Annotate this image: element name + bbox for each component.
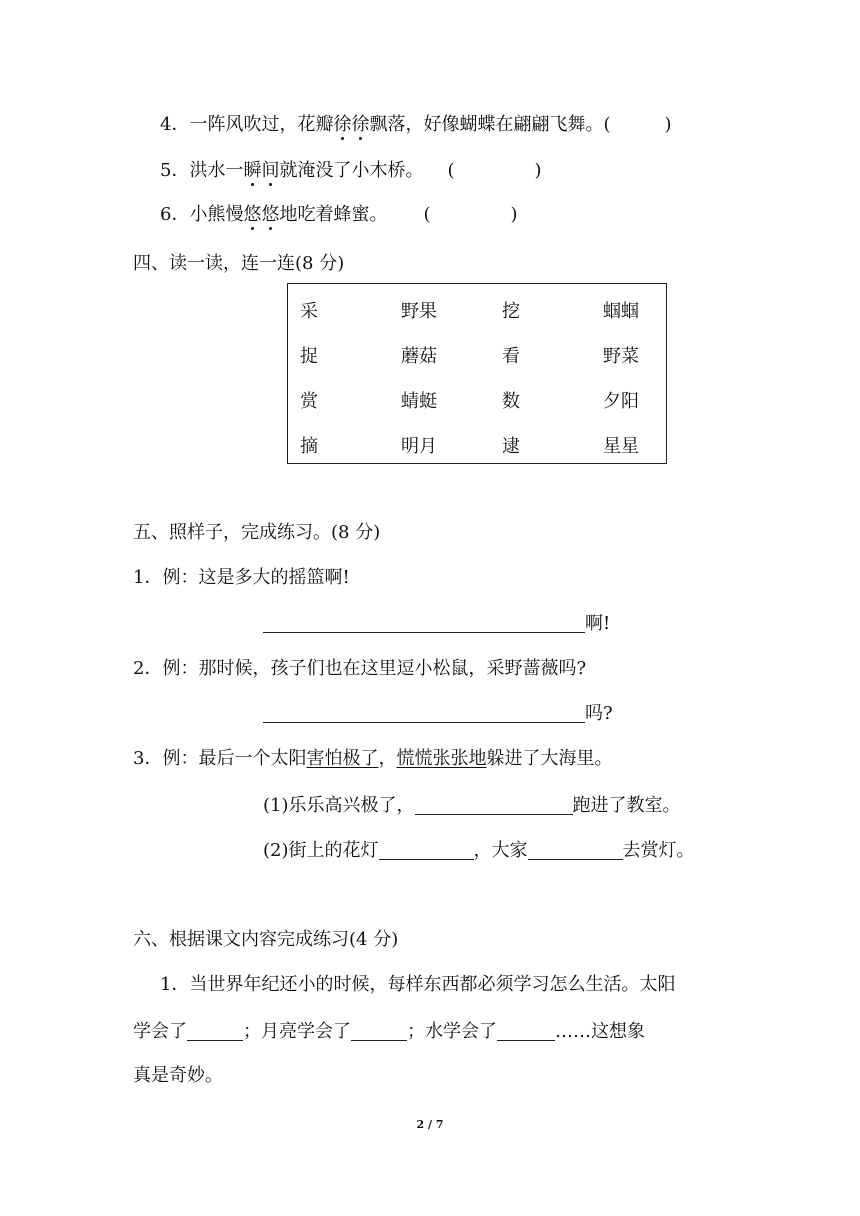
p2-blank-2[interactable] [528,841,623,860]
q3-underlined-1: 害怕极了 [306,748,379,769]
q1-end: 啊! [585,613,611,634]
q6-text-a: 6．小熊 [160,204,226,225]
q1-blank[interactable] [263,614,585,633]
q1-example: 1．例：这是多大的摇篮啊! [133,567,350,588]
q3-example [133,750,612,768]
q4-dotted-word [333,114,369,135]
q3-text-e: 躲进了大海里。 [486,748,613,769]
match-cell[interactable]: 挖 [502,301,520,322]
s6-text-b: ；月亮学会了 [243,1021,351,1042]
s6-line-2 [133,1022,645,1041]
s6-blank-1[interactable] [187,1022,243,1041]
match-cell[interactable]: 逮 [502,436,520,457]
q4-dotted-char-1: 徐 [333,114,352,135]
s6-text-c: ；水学会了 [407,1021,497,1042]
q4-text-a: 4．一阵风吹过，花瓣 [160,114,334,135]
s6-blank-2[interactable] [351,1022,407,1041]
match-cell[interactable]: 野菜 [603,346,639,367]
q3-part-2 [263,841,695,860]
question-5 [160,162,542,180]
q6-paren-open: ( [423,204,431,225]
q6-dotted-word: 慢悠悠 [225,204,280,225]
match-cell[interactable]: 采 [300,301,318,322]
q3-text-a: 3．例：最后一个太阳 [133,748,307,769]
q6-text-c: 地吃着蜂蜜。 [279,204,388,225]
q3-underlined-2: 慌慌张张地 [396,748,487,769]
p2-text-c: 去赏灯。 [622,840,695,861]
page-number: 2 / 7 [416,1118,444,1131]
q3-text-c: ， [378,748,397,769]
q6-dotted-char-2: 悠 [261,204,280,225]
q5-dotted-word: 一瞬间 [225,160,280,181]
q5-paren-open: ( [447,160,455,181]
section-6-title: 六、根据课文内容完成练习(4 分) [133,929,399,950]
match-cell[interactable]: 明月 [401,436,437,457]
s6-line-1: 1．当世界年纪还小的时候，每样东西都必须学习怎么生活。太阳 [160,974,676,995]
s6-text-a: 学会了 [133,1021,187,1042]
s6-line-3: 真是奇妙。 [133,1065,223,1086]
p2-text-b: ，大家 [473,840,528,861]
match-cell[interactable]: 蝈蝈 [603,301,639,322]
question-6 [160,206,518,224]
match-cell[interactable]: 赏 [300,391,318,412]
q2-example: 2．例：那时候，孩子们也在这里逗小松鼠，采野蔷薇吗? [133,658,587,679]
p2-blank-1[interactable] [379,841,474,860]
p2-text-a: (2)街上的花灯 [263,840,379,861]
matching-table [287,283,667,464]
q5-paren-close: ) [534,160,542,181]
q5-dotted-char-2: 间 [261,160,280,181]
match-cell[interactable]: 摘 [300,436,318,457]
p1-text-b: 跑进了教室。 [572,795,681,816]
match-cell[interactable]: 夕阳 [603,391,639,412]
q2-answer-line [263,704,613,723]
section-5-title: 五、照样子，完成练习。(8 分) [133,522,381,543]
match-cell[interactable]: 蘑菇 [401,346,437,367]
q5-text-c: 就淹没了小木桥。 [279,160,424,181]
q5-text-a: 5．洪水 [160,160,226,181]
match-cell[interactable]: 野果 [401,301,437,322]
q4-dotted-char-2: 徐 [351,114,370,135]
match-cell[interactable]: 捉 [300,346,318,367]
q2-end: 吗? [585,703,613,724]
match-cell[interactable]: 蜻蜓 [401,391,437,412]
section-4-title: 四、读一读，连一连(8 分) [133,253,345,274]
p1-text-a: (1)乐乐高兴极了， [263,795,415,816]
p1-blank[interactable] [415,796,573,815]
match-cell[interactable]: 看 [502,346,520,367]
match-cell[interactable]: 星星 [603,436,639,457]
q1-answer-line [263,614,610,633]
q3-part-1 [263,796,681,815]
q6-dotted-char-1: 悠 [243,204,262,225]
q5-dotted-char-1: 瞬 [243,160,262,181]
question-4 [160,116,672,134]
q2-blank[interactable] [263,704,585,723]
s6-blank-3[interactable] [497,1022,555,1041]
q6-paren-close: ) [510,204,518,225]
s6-text-d: ……这想象 [555,1021,645,1042]
match-cell[interactable]: 数 [502,391,520,412]
q4-text-c: 飘落，好像蝴蝶在翩翩飞舞。( [369,114,611,135]
q4-paren-close: ) [664,114,672,135]
